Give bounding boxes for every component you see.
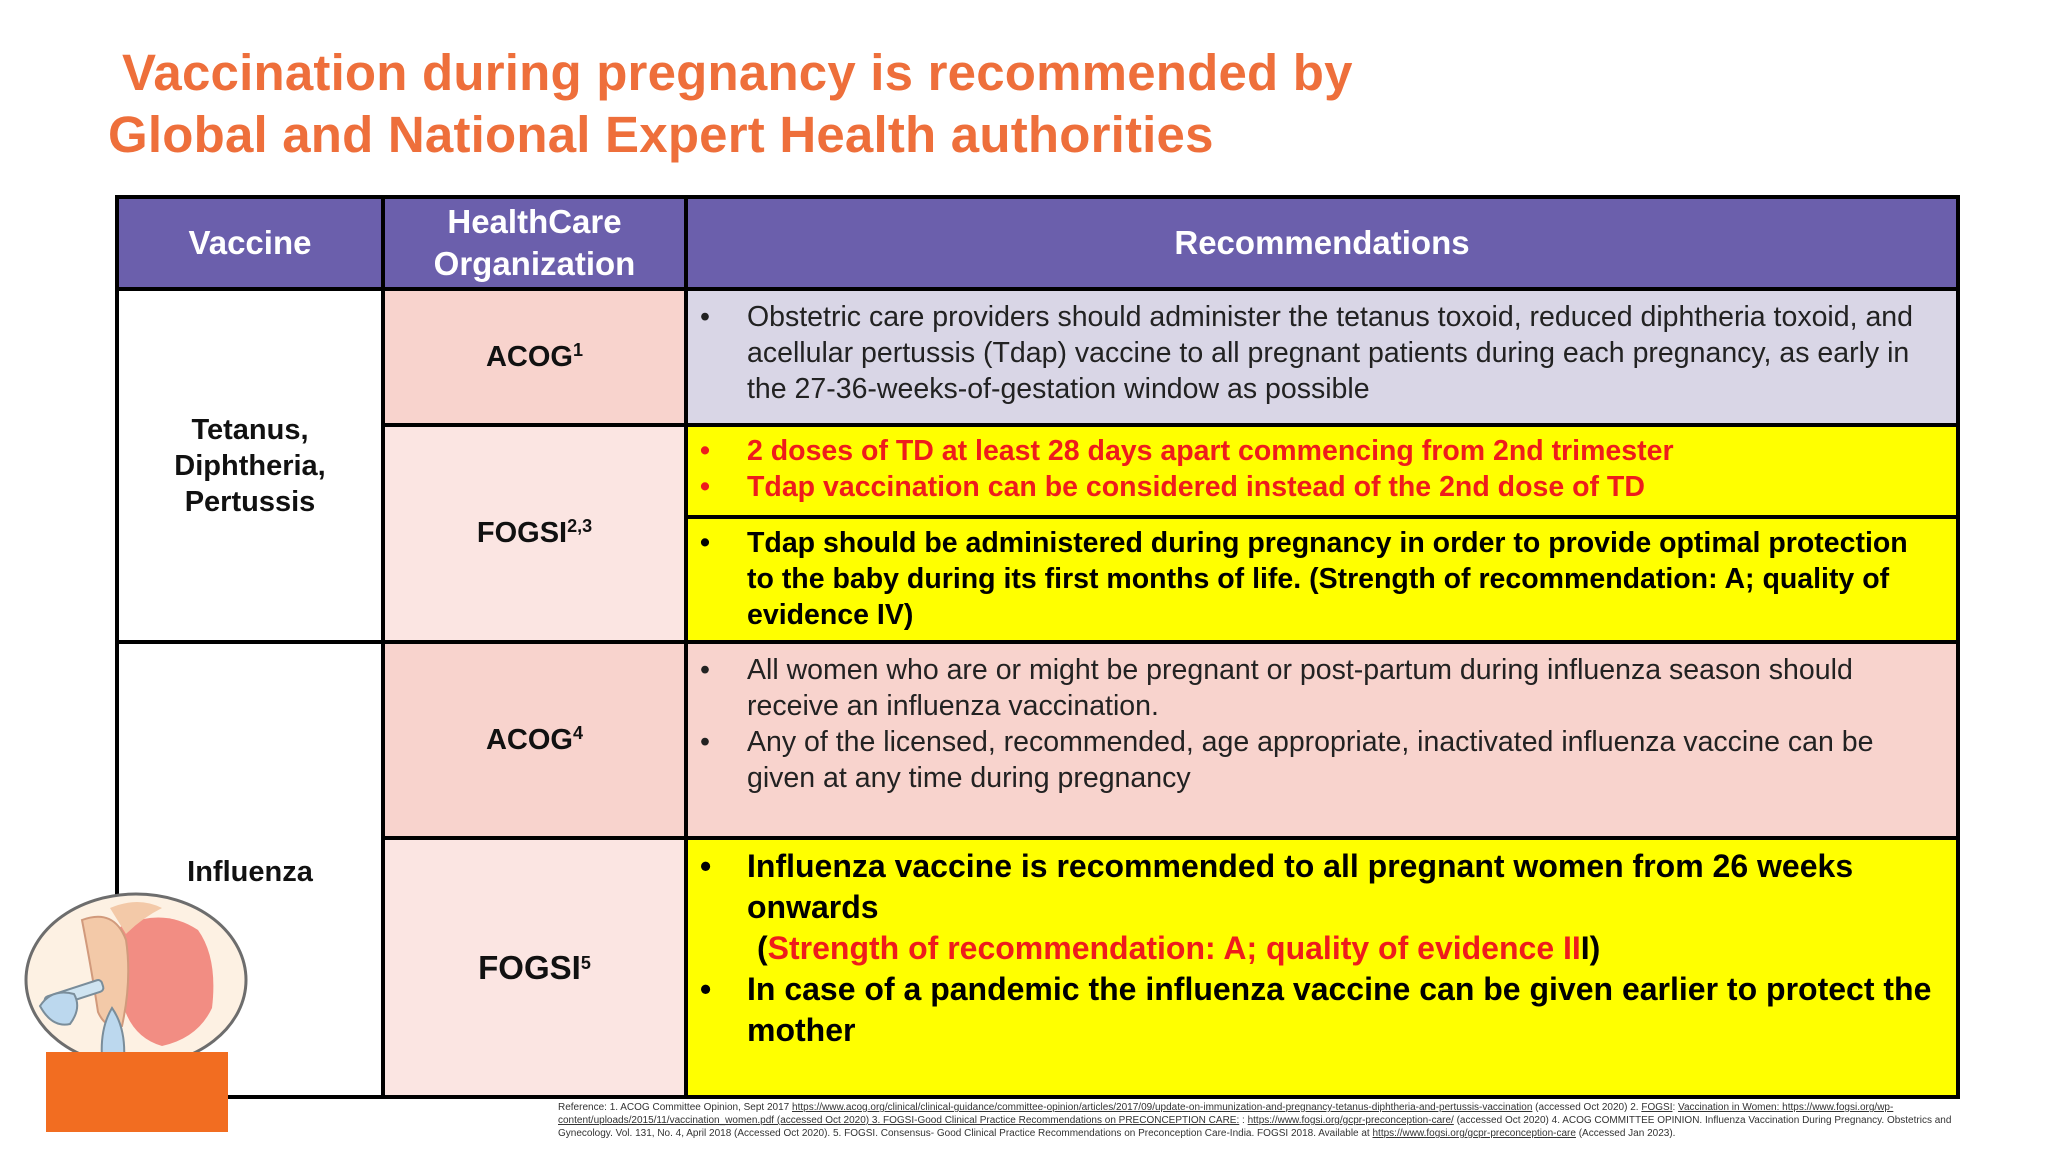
orange-decorative-block <box>46 1052 228 1132</box>
ref-link-fogsi-vaccination[interactable]: Vaccination in Women: https://www.fogsi.org/wp-content/uploads/2015/11/vaccination_women.pdf (accessed Oct 2020) 3. FOGSI-Good Clinical Practice Recommendations on PRECONCEPTION CARE: <box>558 1102 1894 1126</box>
org-acog-1 <box>381 287 688 427</box>
rec-fogsi-5 <box>684 836 1960 1099</box>
rec-fogsi-5-bullet-1: • Influenza vaccine is recommended to all pregnant women from 26 weeks onwards (Strength of recommendation: A; quality of evidence III) <box>700 846 1936 969</box>
rec-fogsi-2-3-a <box>684 423 1960 519</box>
rec-acog-4-bullet-1: • All women who are or might be pregnant or post-partum during influenza season should receive an influenza vaccination. <box>700 652 1936 724</box>
org-acog-4-label: ACOG$^4$ <box>485 722 583 756</box>
header-recommendations: Recommendations <box>684 195 1960 291</box>
rec-fogsi-tdap-alternative: • Tdap vaccination can be considered instead of the 2nd dose of TD <box>700 469 1936 505</box>
reference-footnote: Reference: 1. ACOG Committee Opinion, Sept 2017 https://www.acog.org/clinical/clinical-guidance/committee-opinion/articles/2017/09/update-on-immunization-and-pregnancy-tetanus-diphtheria-and-pertussis-vaccination (accessed Oct 2020) 2. FOGSI: Vaccination in Women: https://www.fogsi.org/wp-content/uploads/2015/11/vaccination_women.pdf (accessed Oct 2020) 3. FOGSI-Good Clinical Practice Recommendations on PRECONCEPTION CARE: : https://www.fogsi.org/gcpr-preconception-care/ (accessed Oct 2020) 4. ACOG COMMITTEE OPINION. Influenza Vaccination During Pregnancy. Obstetrics and Gynecology. Vol. 131, No. 4, April 2018 (Accessed Oct 2020). 5. FOGSI. Consensus- Good Clinical Practice Recommendations on Preconception Care-India. FOGSI 2018. Available at https://www.fogsi.org/gcpr-preconception-care (Accessed Jan 2023). <box>558 1102 1952 1139</box>
rec-acog-4 <box>684 640 1960 840</box>
strength-of-recommendation: Strength of recommendation: A; quality of evidence II <box>767 930 1581 966</box>
header-vaccine: Vaccine <box>115 195 385 291</box>
rec-acog-4-bullet-2: • Any of the licensed, recommended, age appropriate, inactivated influenza vaccine can be given at any time during pregnancy <box>700 724 1936 796</box>
header-organization-label: HealthCare Organization <box>433 203 636 282</box>
org-fogsi-2-3 <box>381 423 688 644</box>
title-line-2: Global and National Expert Health authorities <box>108 106 1214 163</box>
rec-fogsi-td-doses: • 2 doses of TD at least 28 days apart commencing from 2nd trimester <box>700 433 1936 469</box>
ref-link-acog[interactable]: https://www.acog.org/clinical/clinical-guidance/committee-opinion/articles/2017/09/update-on-immunization-and-pregnancy-tetanus-diphtheria-and-pertussis-vaccination <box>792 1102 1533 1113</box>
org-fogsi-5 <box>381 836 688 1099</box>
rec-acog-1-bullet: • Obstetric care providers should administer the tetanus toxoid, reduced diphtheria toxoid, and acellular pertussis (Tdap) vaccine to all pregnant patients during each pregnancy, as early in the 27-36-weeks-of-gestation window as possible <box>700 299 1936 407</box>
slide-title <box>108 42 1353 166</box>
rec-acog-1 <box>684 287 1960 427</box>
recommendations-table <box>115 195 1960 1099</box>
rec-fogsi-tdap-optimal: • Tdap should be administered during pregnancy in order to provide optimal protection to the baby during its first months of life. (Strength of recommendation: A; quality of evidence IV) <box>700 525 1936 633</box>
rec-fogsi-2-3-b <box>684 515 1960 644</box>
vaccine-tdap <box>115 287 385 644</box>
title-line-1: Vaccination during pregnancy is recommended by <box>122 44 1353 101</box>
org-acog-1-label: ACOG$^1$ <box>485 339 583 373</box>
header-organization <box>381 195 688 291</box>
org-fogsi-2-3-label: FOGSI$^{2,3}$ <box>476 516 593 549</box>
org-fogsi-5-label: FOGSI$^5$ <box>478 948 591 986</box>
vaccine-tdap-label: Tetanus, Diphtheria, Pertussis <box>174 413 326 518</box>
rec-fogsi-5-bullet-2: • In case of a pandemic the influenza vaccine can be given earlier to protect the mother <box>700 969 1936 1051</box>
ref-link-fogsi-gcpr[interactable]: https://www.fogsi.org/gcpr-preconception-care/ <box>1247 1115 1454 1126</box>
vaccine-influenza-label: Influenza <box>187 856 313 888</box>
org-acog-4 <box>381 640 688 840</box>
ref-link-fogsi-gcpr-2[interactable]: https://www.fogsi.org/gcpr-preconception-care <box>1372 1128 1576 1139</box>
